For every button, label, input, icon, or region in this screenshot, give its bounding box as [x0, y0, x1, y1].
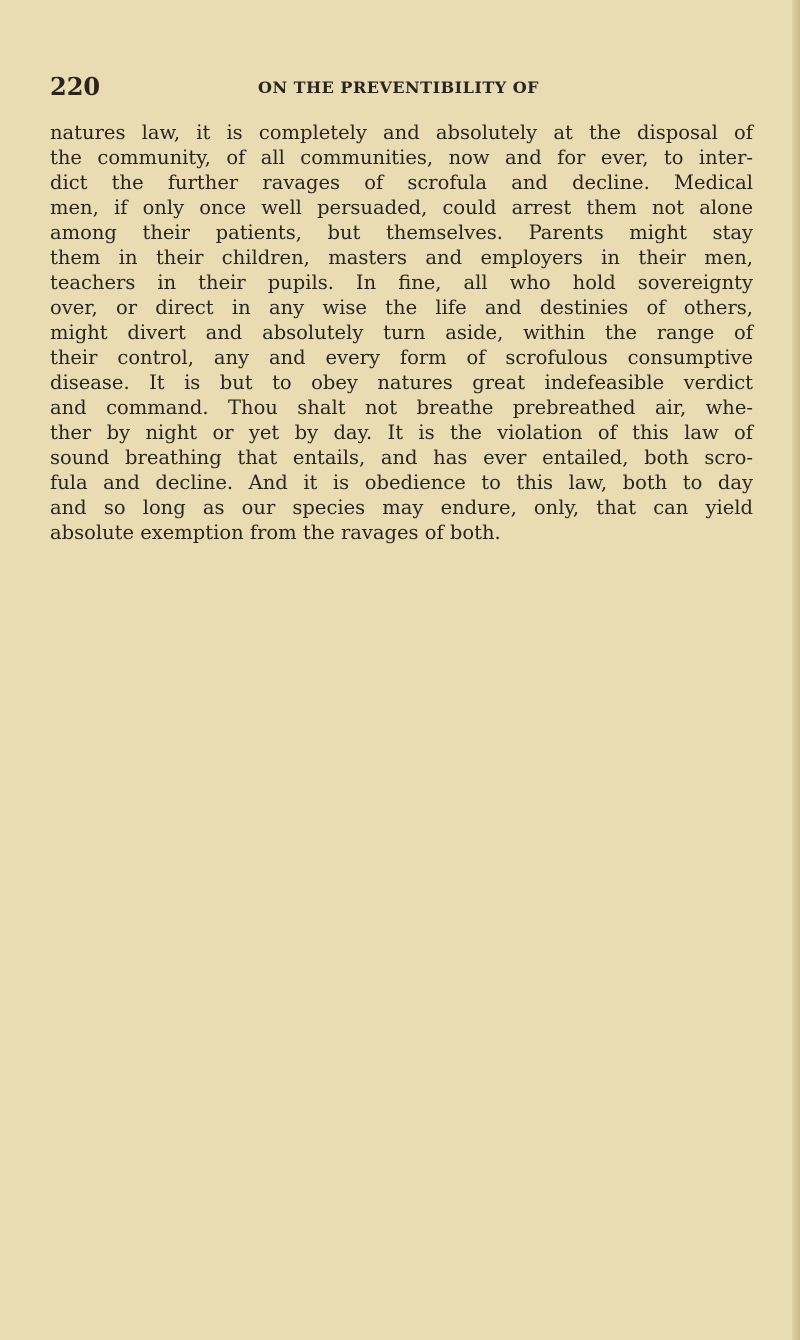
- text-line: natures law, it is completely and absolutely at the disposal of: [50, 121, 753, 144]
- running-title: ON THE PREVENTIBILITY OF: [258, 78, 540, 97]
- page-header: [50, 72, 750, 102]
- body-text: [50, 120, 753, 545]
- text-line: and command. Thou shalt not breathe prebreathed air, whe-: [50, 396, 753, 419]
- text-line: the community, of all communities, now and for ever, to inter-: [50, 146, 753, 169]
- text-line: absolute exemption from the ravages of both.: [50, 521, 501, 544]
- text-line: dict the further ravages of scrofula and decline. Medical: [50, 171, 753, 194]
- page-number: 220: [50, 72, 101, 101]
- text-line: disease. It is but to obey natures great indefeasible verdict: [50, 371, 753, 394]
- text-line: sound breathing that entails, and has ever entailed, both scro-: [50, 446, 753, 469]
- text-line: and so long as our species may endure, only, that can yield: [50, 496, 753, 519]
- text-line: men, if only once well persuaded, could arrest them not alone: [50, 196, 753, 219]
- text-line: among their patients, but themselves. Parents might stay: [50, 221, 753, 244]
- page-edge: [792, 0, 800, 1340]
- text-line: them in their children, masters and employers in their men,: [50, 246, 753, 269]
- text-line: their control, any and every form of scrofulous consumptive: [50, 346, 753, 369]
- text-line: fula and decline. And it is obedience to this law, both to day: [50, 471, 753, 494]
- text-line: might divert and absolutely turn aside, within the range of: [50, 321, 753, 344]
- text-line: ther by night or yet by day. It is the violation of this law of: [50, 421, 753, 444]
- text-line: teachers in their pupils. In fine, all who hold sovereignty: [50, 271, 753, 294]
- text-line: over, or direct in any wise the life and destinies of others,: [50, 296, 753, 319]
